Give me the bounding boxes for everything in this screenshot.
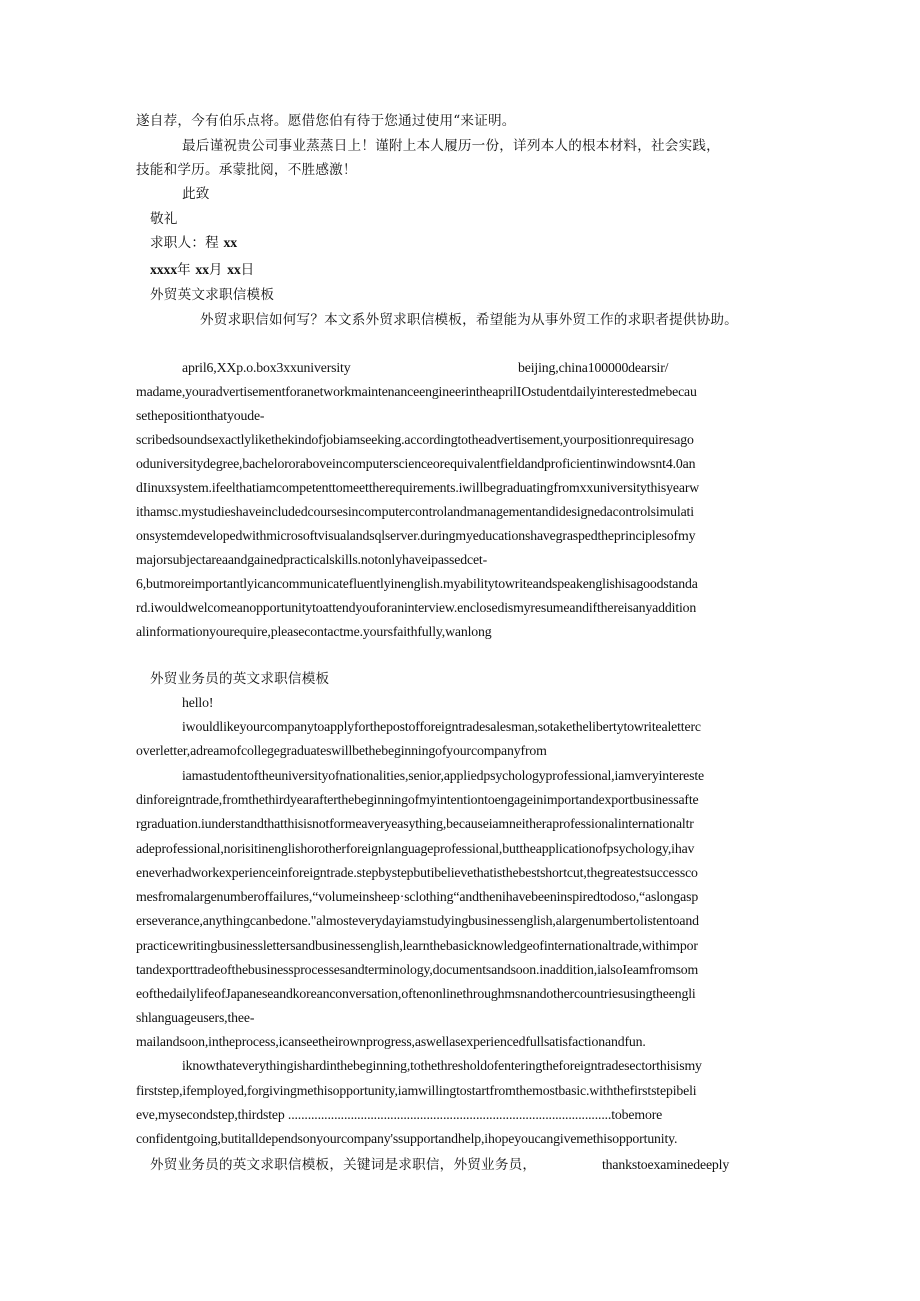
section-2-body-line: iwouldlikeyourcompanytoapplyforthepostofforeigntradesalesman,sotakethelibertytowritealetterc	[182, 719, 701, 734]
date-year: xxxx	[150, 262, 177, 277]
date-day-unit: 日	[240, 262, 255, 278]
date-month: xx	[195, 262, 209, 277]
closing-salutation: 此致	[182, 186, 210, 202]
section-1-body-line: sethepositionthatyoude-	[136, 408, 265, 423]
signer-name: xx	[223, 235, 237, 250]
section-2-body-line: practicewritingbusinesslettersandbusinessenglish,learnthebasicknowledgeofinternationaltrade,withimpor	[136, 938, 698, 953]
section-1-body-line: ithamsc.mystudieshaveincludedcoursesincomputercontrolandmanagementandidesignedacontrolsimulati	[136, 504, 694, 519]
section-2-body-line: shlanguageusers,thee-	[136, 1010, 255, 1025]
section-1-body-line: 6,butmoreimportantlyicancommunicatefluentlyinenglish.myabilitytowriteandspeakenglishisagoodstanda	[136, 576, 698, 591]
section-2-body-line: iknowthateverythingishardinthebeginning,tothethresholdofenteringtheforeigntradesectorthisismy	[182, 1058, 702, 1073]
section-1-body-line: scribedsoundsexactlylikethekindofjobiamseeking.accordingtotheadvertisement,yourpositionrequiresago	[136, 432, 694, 447]
section-2-body-line: firststep,ifemployed,forgivingmethisopportunity,iamwillingtostartfromthemostbasic.withthefirststepibeli	[136, 1083, 697, 1098]
section-2-footer-keywords: 外贸业务员的英文求职信模板，关键词是求职信，外贸业务员，	[150, 1157, 537, 1173]
section-1-body-line: onsystemdevelopedwithmicrosoftvisualandsqlserver.duringmyeducationshavegraspedtheprinciplesofmy	[136, 528, 696, 543]
section-2-greeting: hello!	[182, 695, 214, 710]
section-1-body-line: rd.iwouldwelcomeanopportunitytoattendyouforaninterview.enclosedismyresumeandifthereisanyaddition	[136, 600, 697, 615]
signer-line	[150, 232, 237, 254]
section-2-body-line: iamastudentoftheuniversityofnationalities,senior,appliedpsychologyprofessional,iamveryintereste	[182, 768, 704, 783]
section-2-body-line: tandexporttradeofthebusinessprocessesandterminology,documentsandsoon.inaddition,ialsoIeamfromsom	[136, 962, 699, 977]
section-1-body-line: dIinuxsystem.ifeelthatiamcompetenttomeettherequirements.iwillbegraduatingfromxxuniversitythisyearw	[136, 480, 700, 495]
date-year-unit: 年	[177, 262, 191, 278]
section-2-title: 外贸业务员的英文求职信模板	[150, 671, 330, 687]
letter-line-3: 技能和学历。承蒙批阅，不胜感激！	[136, 162, 357, 178]
section-1-body-line: majorsubjectareaandgainedpracticalskills.notonlyhaveipassedcet-	[136, 552, 488, 567]
address-left: april6,XXp.o.box3xxuniversity	[182, 360, 351, 375]
signer-label: 求职人：程	[150, 235, 219, 251]
section-2-body-line: adeprofessional,norisitinenglishorotherforeignlanguageprofessional,buttheapplicationofpsychology,ihav	[136, 841, 695, 856]
closing-regards: 敬礼	[150, 211, 178, 227]
address-right: beijing,china100000dearsir/	[518, 360, 669, 375]
section-1-body-line: alinformationyourequire,pleasecontactme.yoursfaithfully,wanlong	[136, 624, 492, 639]
section-2-body-line: eve,mysecondstep,thirdstep ..................................................................................................tobemore	[136, 1107, 663, 1122]
section-2-body-line: eofthedailylifeofJapaneseandkoreanconversation,oftenonlinethroughmsnandothercountriesusingtheengli	[136, 986, 696, 1001]
section-1-intro: 外贸求职信如何写？本文系外贸求职信模板，希望能为从事外贸工作的求职者提供协助。	[200, 312, 738, 328]
section-1-body-line: oduniversitydegree,bachelororaboveincomputerscienceorequivalentfieldandproficientinwindowsnt4.0an	[136, 456, 696, 471]
letter-line-2: 最后谨祝贵公司事业蒸蒸日上！谨附上本人履历一份，详列本人的根本材料，社会实践，	[182, 138, 720, 154]
section-2-body-line: confidentgoing,butitalldependsonyourcompany'ssupportandhelp,ihopeyoucangivemethisopportunity.	[136, 1131, 678, 1146]
date-line	[150, 259, 254, 281]
section-2-body-line: erseverance,anythingcanbedone."almosteverydayiamstudyingbusinessenglish,alargenumbertolistentoand	[136, 913, 699, 928]
section-2-body-line: rgraduation.iunderstandthatthisisnotformeaveryeasything,becauseiamneitheraprofessionalinternationaltr	[136, 816, 694, 831]
section-2-footer-thanks: thankstoexaminedeeply	[602, 1157, 730, 1172]
date-month-unit: 月	[208, 262, 223, 278]
letter-line-1: 遂自荐，今有伯乐点将。愿借您伯有待于您通过使用“来证明。	[136, 113, 516, 129]
section-1-body-line: madame,youradvertisementforanetworkmaintenanceengineerintheaprilIOstudentdailyinterestedmebecau	[136, 384, 697, 399]
section-1-title: 外贸英文求职信模板	[150, 287, 275, 303]
date-day: xx	[227, 262, 241, 277]
section-2-body-line: dinforeigntrade,fromthethirdyearafterthebeginningofmyintentiontoengageinimportandexportbusinessafte	[136, 792, 699, 807]
section-2-body-line: eneverhadworkexperienceinforeigntrade.stepbystepbutibelievethatisthebestshortcut,thegreatestsuccessco	[136, 865, 698, 880]
section-2-body-line: mailandsoon,intheprocess,icanseetheirownprogress,aswellasexperiencedfullsatisfactionandfun.	[136, 1034, 646, 1049]
section-2-body-line: overletter,adreamofcollegegraduateswillbethebeginningofyourcompanyfrom	[136, 743, 547, 758]
section-2-body-line: mesfromalargenumberoffailures,“volumeinsheep·sclothing“andthenihavebeeninspiredtodoso,“aslongasp	[136, 889, 699, 904]
